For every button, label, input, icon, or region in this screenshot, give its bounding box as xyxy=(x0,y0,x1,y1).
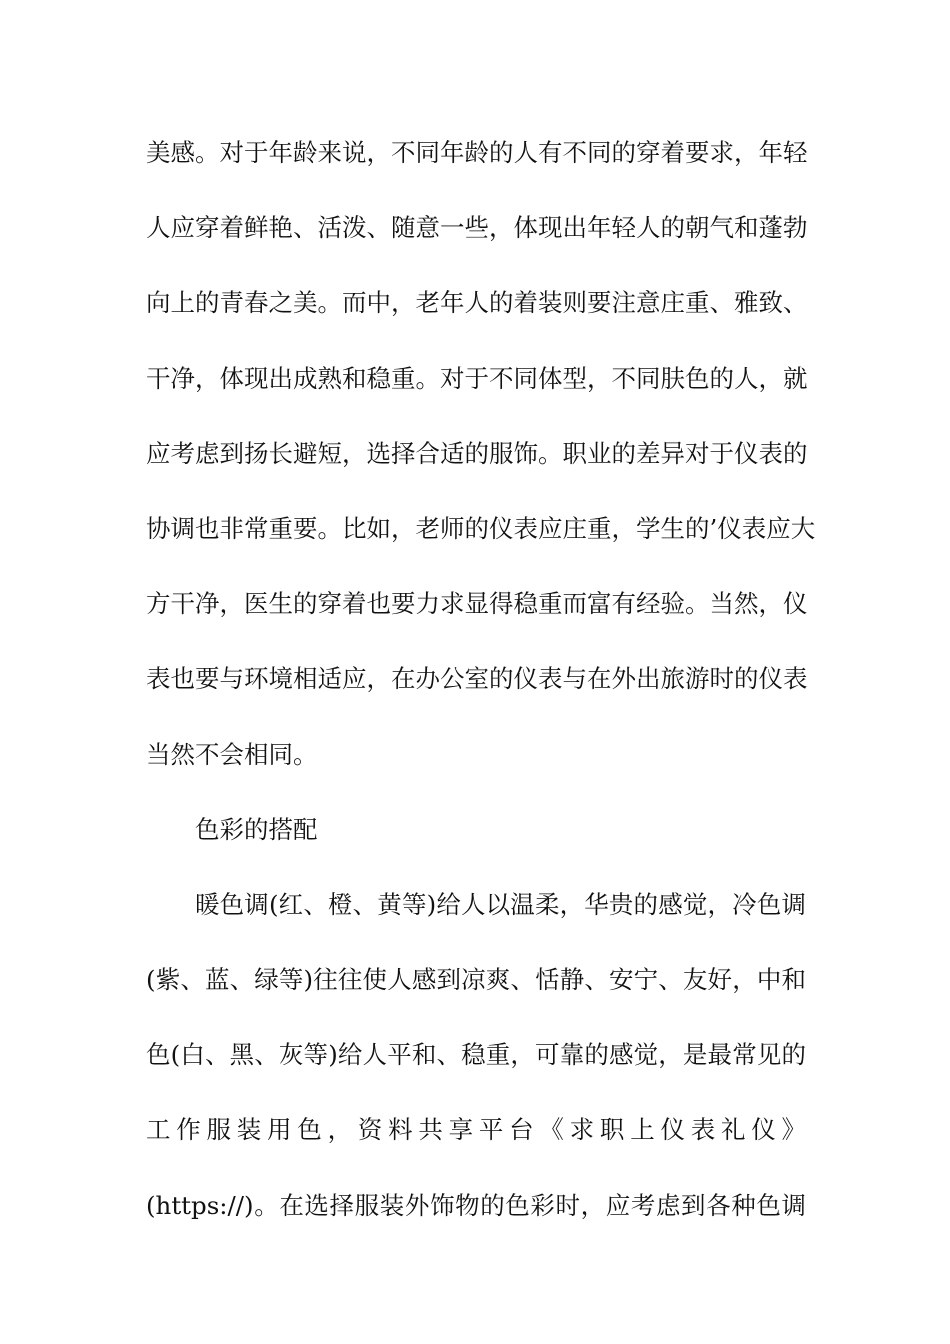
section-heading: 色彩的搭配 xyxy=(195,814,318,844)
document-body xyxy=(146,134,816,1262)
paragraph-line: 工作服装用色，资料共享平台《求职上仪表礼仪》 xyxy=(146,1115,806,1145)
paragraph-line: 表也要与环境相适应，在办公室的仪表与在外出旅游时的仪表 xyxy=(146,664,808,694)
paragraph-line: (https://)。在选择服装外饰物的色彩时，应考虑到各种色调 xyxy=(146,1190,806,1220)
paragraph-line: 应考虑到扬长避短，选择合适的服饰。职业的差异对于仪表的 xyxy=(146,438,808,468)
paragraph-line: 色(白、黑、灰等)给人平和、稳重，可靠的感觉，是最常见的 xyxy=(146,1040,806,1070)
paragraph-line: 协调也非常重要。比如，老师的仪表应庄重，学生的’仪表应大 xyxy=(146,513,816,543)
paragraph-line: 干净，体现出成熟和稳重。对于不同体型，不同肤色的人，就 xyxy=(146,363,808,393)
paragraph-line: (紫、蓝、绿等)往往使人感到凉爽、恬静、安宁、友好，中和 xyxy=(146,965,806,995)
paragraph-line: 向上的青春之美。而中，老年人的着装则要注意庄重、雅致、 xyxy=(146,288,808,318)
paragraph-line: 人应穿着鲜艳、活泼、随意一些，体现出年轻人的朝气和蓬勃 xyxy=(146,213,808,243)
paragraph-line: 暖色调(红、橙、黄等)给人以温柔，华贵的感觉，冷色调 xyxy=(195,889,806,919)
paragraph-line: 当然不会相同。 xyxy=(146,739,318,769)
paragraph-line: 美感。对于年龄来说，不同年龄的人有不同的穿着要求，年轻 xyxy=(146,138,808,167)
paragraph-line: 方干净，医生的穿着也要力求显得稳重而富有经验。当然，仪 xyxy=(146,589,808,619)
